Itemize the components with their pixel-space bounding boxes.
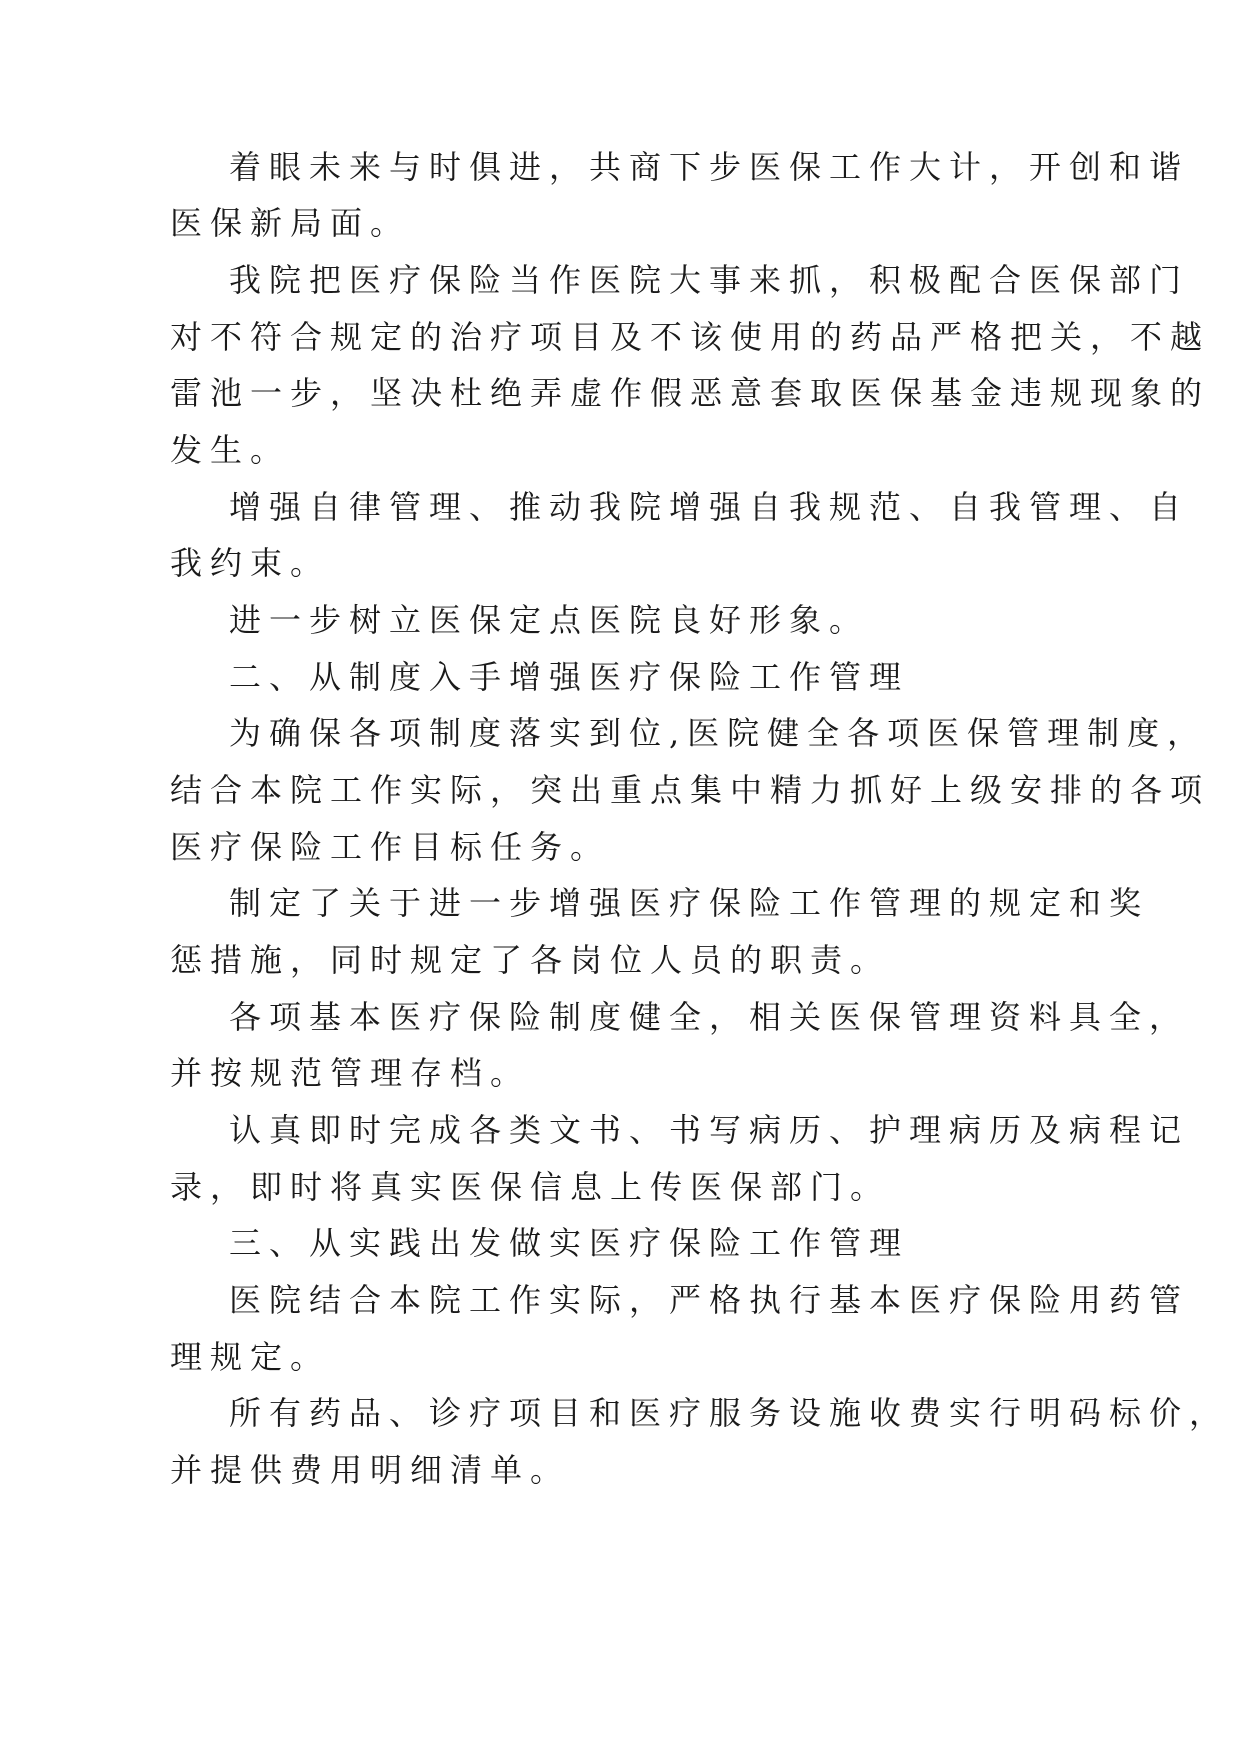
text-line: 并按规范管理存档。 xyxy=(170,1054,531,1092)
section-heading: 三、从实践出发做实医疗保险工作管理 xyxy=(229,1224,910,1262)
text-line: 雷池一步，坚决杜绝弄虚作假恶意套取医保基金违规现象的 xyxy=(170,374,1211,412)
text-line: 进一步树立医保定点医院良好形象。 xyxy=(229,601,870,639)
text-line: 惩措施，同时规定了各岗位人员的职责。 xyxy=(170,941,891,979)
text-line: 认真即时完成各类文书、书写病历、护理病历及病程记 xyxy=(229,1111,1190,1149)
text-line: 理规定。 xyxy=(170,1338,331,1376)
text-line: 着眼未来与时俱进，共商下步医保工作大计，开创和谐 xyxy=(229,148,1190,186)
text-line: 各项基本医疗保险制度健全，相关医保管理资料具全， xyxy=(229,998,1190,1036)
text-line: 我院把医疗保险当作医院大事来抓，积极配合医保部门 xyxy=(229,261,1190,299)
text-line: 医院结合本院工作实际，严格执行基本医疗保险用药管 xyxy=(229,1281,1190,1319)
text-line: 增强自律管理、推动我院增强自我规范、自我管理、自 xyxy=(229,488,1190,526)
text-line: 并提供费用明细清单。 xyxy=(170,1451,571,1489)
section-heading: 二、从制度入手增强医疗保险工作管理 xyxy=(229,658,910,696)
text-line: 发生。 xyxy=(170,431,291,469)
text-line: 医疗保险工作目标任务。 xyxy=(170,828,611,866)
text-line: 制定了关于进一步增强医疗保险工作管理的规定和奖 xyxy=(229,884,1150,922)
text-line: 对不符合规定的治疗项目及不该使用的药品严格把关，不越 xyxy=(170,318,1211,356)
text-line: 所有药品、诊疗项目和医疗服务设施收费实行明码标价， xyxy=(229,1394,1230,1432)
text-line: 医保新局面。 xyxy=(170,204,411,242)
text-line: 我约束。 xyxy=(170,544,331,582)
text-line: 录，即时将真实医保信息上传医保部门。 xyxy=(170,1168,891,1206)
text-line: 为确保各项制度落实到位,医院健全各项医保管理制度， xyxy=(229,714,1208,752)
text-line: 结合本院工作实际，突出重点集中精力抓好上级安排的各项 xyxy=(170,771,1211,809)
